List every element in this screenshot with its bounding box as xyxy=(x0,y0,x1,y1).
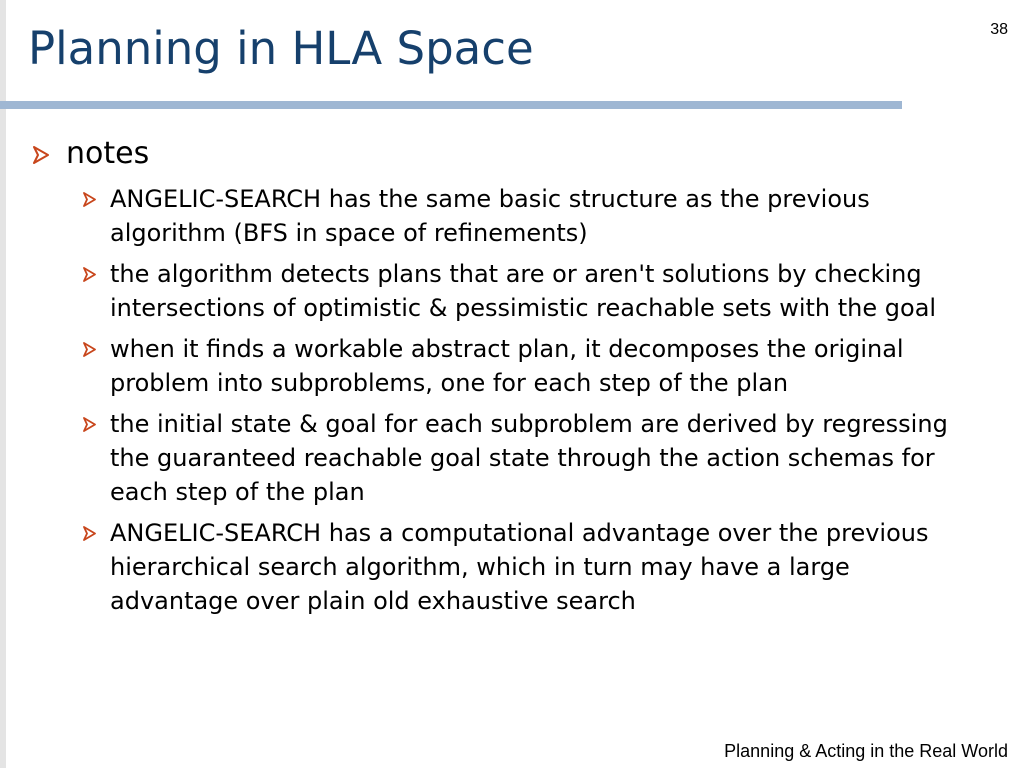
slide-number: 38 xyxy=(990,21,1008,38)
arrow-bullet-icon xyxy=(82,417,97,432)
sub-bullet-text: the initial state & goal for each subproblem are derived by regressing the guaranteed reachable goal state through the action schemas for each step of the plan xyxy=(110,410,948,506)
sub-bullet xyxy=(0,257,968,325)
arrow-bullet-icon xyxy=(82,267,97,282)
footer-text: Planning & Acting in the Real World xyxy=(724,741,1008,761)
arrow-bullet-icon xyxy=(82,342,97,357)
slide-body xyxy=(0,134,1000,625)
sub-bullet xyxy=(0,407,968,509)
arrow-bullet-icon xyxy=(82,192,97,207)
slide-title: Planning in HLA Space xyxy=(28,22,534,75)
arrow-bullet-icon xyxy=(32,146,50,164)
sub-bullet-text: the algorithm detects plans that are or aren't solutions by checking intersections of optimistic & pessimistic reachable sets with the goal xyxy=(110,260,937,322)
sub-bullet xyxy=(0,516,968,618)
sub-bullet-text: when it finds a workable abstract plan, it decomposes the original problem into subproblems, one for each step of the plan xyxy=(110,335,904,397)
sub-bullet xyxy=(0,182,968,250)
bullet-notes-label: notes xyxy=(66,136,150,171)
sub-bullet-text: ANGELIC-SEARCH has a computational advantage over the previous hierarchical search algorithm, which in turn may have a large advantage over plain old exhaustive search xyxy=(110,519,929,615)
bullet-notes xyxy=(0,134,1000,174)
sub-bullet-text: ANGELIC-SEARCH has the same basic structure as the previous algorithm (BFS in space of refinements) xyxy=(110,185,870,247)
sub-bullet xyxy=(0,332,968,400)
title-underline xyxy=(0,101,902,109)
arrow-bullet-icon xyxy=(82,526,97,541)
